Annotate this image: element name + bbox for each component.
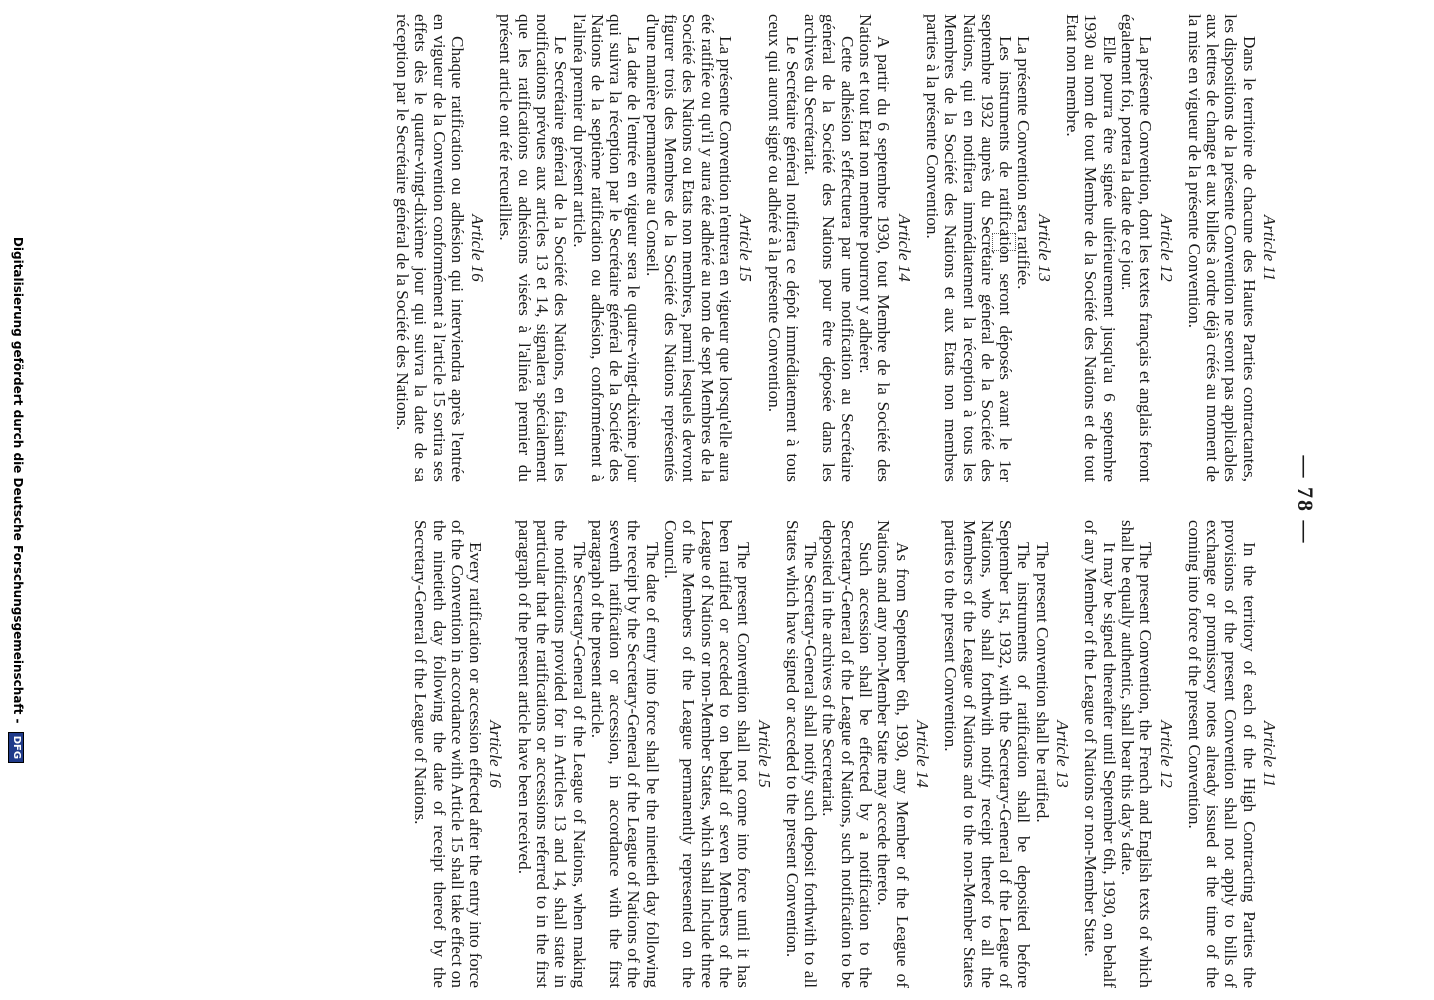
footer-text: Digitalisierung gefördert durch die Deutsche Forschungsgemeinschaft - <box>11 236 25 724</box>
french-article-12 <box>1063 14 1175 482</box>
article-paragraph: La présente Convention n'entrera en vigueur que lorsqu'elle aura été ratifiée ou qu'il y aura été adhéré au nom de sept Membres de la Société des Nations ou Etats non membres, parmi lesquels devront figurer trois des Membres de la Société des Nations représentés d'une manière permanente au Conseil. <box>642 14 735 482</box>
article-title: Article 13 <box>1034 214 1054 282</box>
french-article-15 <box>496 14 754 482</box>
article-paragraph: It may be signed thereafter until September 6th, 1930, on behalf of any Member of the League of Nations or non-Member State. <box>1081 520 1119 988</box>
article-paragraph: La présente Convention, dont les textes français et anglais feront également foi, portera la date de ce jour. <box>1117 14 1156 482</box>
article-title: Article 15 <box>754 720 774 788</box>
article-title: Article 14 <box>912 720 932 788</box>
english-article-11 <box>1185 520 1278 988</box>
article-title: Article 12 <box>1156 214 1176 282</box>
article-paragraph: Les instruments de ratification seront déposés avant le 1er septembre 1932 auprès du Secrétaire général de la Société des Nations, qui en notifiera immédiatement la réception à tous les Membres de la Société des Nations et aux Etats non membres parties à la présente Convention. <box>922 14 1016 482</box>
article-title: Article 16 <box>468 214 488 282</box>
french-article-11 <box>1185 14 1278 482</box>
article-paragraph: The present Convention shall be ratified. <box>1032 542 1052 823</box>
english-column <box>411 520 1284 988</box>
english-article-15 <box>514 520 772 988</box>
article-title: Article 12 <box>1156 720 1176 788</box>
page-number: — 78 — <box>1293 455 1318 545</box>
article-paragraph: La date de l'entrée en vigueur sera le quatre-vingt-dixième jour qui suivra la réception par le Secrétaire général de la Société des Nations de la septième ratification ou adhésion, conformément à l'alinéa premier du présent article. <box>569 14 644 482</box>
dfg-logo-icon: DFG <box>8 732 24 763</box>
article-title: Article 11 <box>1260 720 1279 788</box>
article-title: Article 16 <box>486 720 506 788</box>
article-paragraph: Le Secrétaire général de la Société des Nations, en faisant les notifications prévues aux articles 13 et 14, signalera spécialement que les ratifications ou adhésions visées à l'alinéa premier du présent article ont été recueillies. <box>496 14 571 482</box>
article-title: Article 11 <box>1260 214 1279 282</box>
article-paragraph: The present Convention, the French and English texts of which shall be equally authentic, shall bear this day's date. <box>1117 520 1156 988</box>
english-article-13 <box>941 520 1071 988</box>
article-paragraph: In the territory of each of the High Contracting Parties the provisions of the present Convention shall not apply to bills of exchange or promissory notes already issued at the time of the coming into force of the present Convention. <box>1184 520 1259 988</box>
article-title: Article 13 <box>1053 720 1073 788</box>
article-paragraph: A partir du 6 septembre 1930, tout Membre de la Société des Nations et tout Etat non membre pourront y adhérer. <box>856 14 894 482</box>
english-article-12 <box>1081 520 1174 988</box>
article-paragraph: The present Convention shall not come into force until it has been ratified or acceded to on behalf of seven Members of the League of Nations or non-Member States, which shall include three of the Members of the League permanently represented on the Council. <box>661 520 754 988</box>
english-article-16 <box>411 520 504 988</box>
article-paragraph: The Secretary-General of the League of Nations, when making the notifications provided for in Articles 13 and 14, shall state in particular that the ratifications or accessions referred to in the first paragraph of the present article have been received. <box>514 520 589 988</box>
article-paragraph: Cette adhésion s'effectuera par une notification au Secrétaire général de la Société des Nations pour être déposée dans les archives du Secrétariat. <box>801 14 857 482</box>
article-paragraph: The Secretary-General shall notify such deposit forthwith to all States which have signed or acceded to the present Convention. <box>782 520 821 988</box>
article-paragraph: Such accession shall be effected by a notification to the Secretary-General of the League of Nations, such notification to be deposited in the archives of the Secretariat. <box>819 520 876 988</box>
article-paragraph: La présente Convention sera ratifiée. <box>1014 36 1034 290</box>
french-article-14 <box>764 14 912 482</box>
article-paragraph: The instruments of ratification shall be deposited before September 1st, 1932, with the Secretary-General of the League of Nations, who shall forthwith notify receipt thereof to all the Members of the League of Nations and to the non-Member States parties to the present Convention. <box>941 520 1034 988</box>
article-paragraph: Elle pourra être signée ultérieurement jusqu'au 6 septembre 1930 au nom de tout Membre de la Société des Nations et de tout Etat non membre. <box>1063 14 1119 482</box>
article-paragraph: The date of entry into force shall be the ninetieth day following the receipt by the Secretary-General of the League of Nations of the seventh ratification or accession, in accordance with the first paragraph of the present article. <box>587 520 662 988</box>
article-paragraph: Le Secrétaire général notifiera ce dépôt immédiatement à tous ceux qui auront signé ou adhéré à la présente Convention. <box>764 14 802 482</box>
article-title: Article 15 <box>736 214 756 282</box>
article-paragraph: Dans le territoire de chacune des Hautes Parties contractantes, les dispositions de la présente Convention ne seront pas applicables aux lettres de change et aux billets à ordre déjà créés au moment de la mise en vigueur de la présente Convention. <box>1184 14 1259 482</box>
french-column <box>393 14 1284 482</box>
french-article-16 <box>393 14 486 482</box>
french-article-13 <box>923 14 1053 482</box>
article-paragraph: Chaque ratification ou adhésion qui interviendra après l'entrée en vigueur de la Convention conformément à l'article 15 sortira ses effets dès le quatre-vingt-dixième jour qui suivra la date de sa réception par le Secrétaire général de la Société des Nations. <box>392 14 467 482</box>
english-article-14 <box>783 520 931 988</box>
article-paragraph: As from September 6th, 1930, any Member of the League of Nations and any non-Member State may accede thereto. <box>874 520 912 988</box>
article-paragraph: Every ratification or accession effected after the entry into force of the Convention in accordance with Article 15 shall take effect on the ninetieth day following the date of receipt thereof by the Secretary-General of the League of Nations. <box>411 520 486 988</box>
article-title: Article 14 <box>894 214 914 282</box>
footer <box>8 0 25 1000</box>
